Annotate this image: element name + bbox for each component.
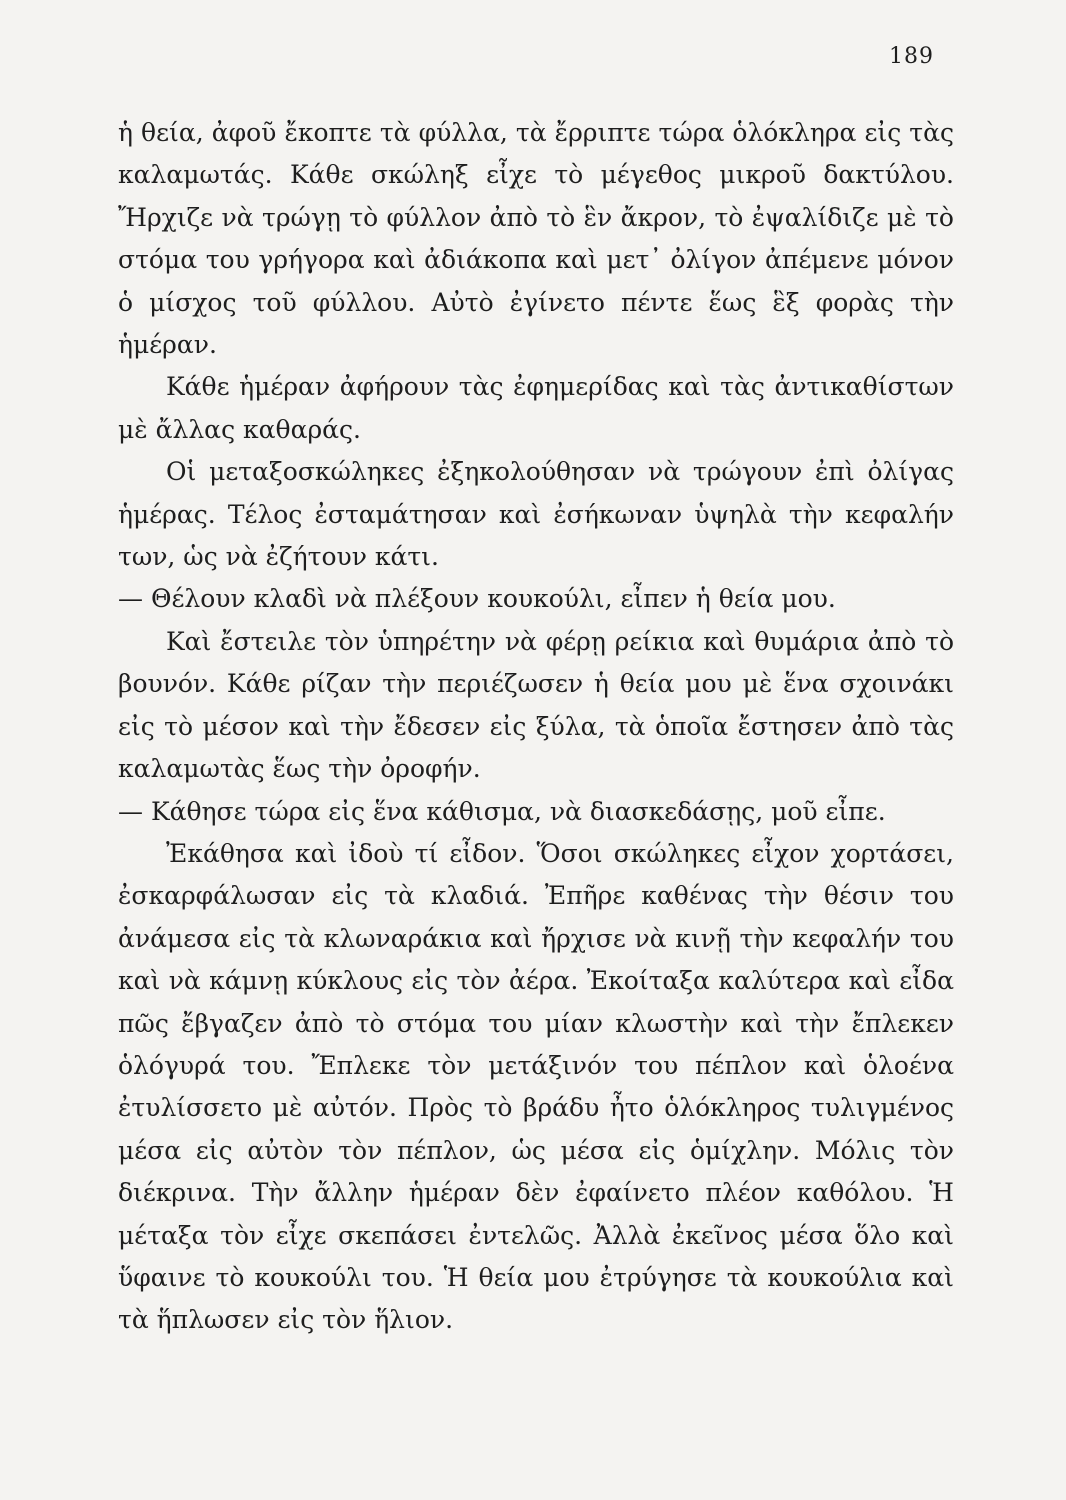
paragraph-3: Οἱ μεταξοσκώληκες ἐξηκολούθησαν νὰ τρώγουν ἐπὶ ὀλίγας ἡμέρας. Τέλος ἐσταμάτησαν καὶ ἐσήκωναν ὑψηλὰ τὴν κεφαλήν των, ὡς νὰ ἐζήτουν κάτι. [118,457,954,572]
paragraph-6-dialogue: — Κάθησε τώρα εἰς ἕνα κάθισμα, νὰ διασκεδάσῃς, μοῦ εἶπε. [118,796,886,826]
paragraph-1: ἡ θεία, ἀφοῦ ἔκοπτε τὰ φύλλα, τὰ ἔρριπτε τώρα ὁλόκληρα εἰς τὰς καλαμωτάς. Κάθε σκώληξ εἶχε τὸ μέγεθος μικροῦ δακτύλου. Ἤρχιζε νὰ τρώγῃ τὸ φύλλον ἀπὸ τὸ ἓν ἄκρον, τὸ ἐψαλίδιζε μὲ τὸ στόμα του γρήγορα καὶ ἀδιάκοπα καὶ μετ᾽ ὀλίγον ἀπέμενε μόνον ὁ μίσχος τοῦ φύλλου. Αὐτὸ ἐγίνετο πέντε ἕως ἓξ φορὰς τὴν ἡμέραν. [118,118,954,360]
paragraph-5: Καὶ ἔστειλε τὸν ὑπηρέτην νὰ φέρῃ ρείκια καὶ θυμάρια ἀπὸ τὸ βουνόν. Κάθε ρίζαν τὴν περιέζωσεν ἡ θεία μου μὲ ἕνα σχοινάκι εἰς τὸ μέσον καὶ τὴν ἔδεσεν εἰς ξύλα, τὰ ὁποῖα ἔστησεν ἀπὸ τὰς καλαμωτὰς ἕως τὴν ὀροφήν. [118,626,954,784]
page-number: 189 [889,44,934,69]
paragraph-7: Ἐκάθησα καὶ ἰδοὺ τί εἶδον. Ὅσοι σκώληκες εἶχον χορτάσει, ἐσκαρφάλωσαν εἰς τὰ κλαδιά. Ἐπῆρε καθένας τὴν θέσιν του ἀνάμεσα εἰς τὰ κλωναράκια καὶ ἤρχισε νὰ κινῇ τὴν κεφαλήν του καὶ νὰ κάμνῃ κύκλους εἰς τὸν ἀέρα. Ἐκοίταξα καλύτερα καὶ εἶδα πῶς ἔβγαζεν ἀπὸ τὸ στόμα του μίαν κλωστὴν καὶ τὴν ἔπλεκεν ὁλόγυρά του. Ἔπλεκε τὸν μετάξινόν του πέπλον καὶ ὁλοένα ἐτυλίσσετο μὲ αὐτόν. Πρὸς τὸ βράδυ ἦτο ὁλόκληρος τυλιγμένος μέσα εἰς αὐτὸν τὸν πέπλον, ὡς μέσα εἰς ὁμίχλην. Μόλις τὸν διέκρινα. Τὴν ἄλλην ἡμέραν δὲν ἐφαίνετο πλέον καθόλου. Ἡ μέταξα τὸν εἶχε σκεπάσει ἐντελῶς. Ἀλλὰ ἐκεῖνος μέσα ὅλο καὶ ὕφαινε τὸ κουκούλι του. Ἡ θεία μου ἐτρύγησε τὰ κουκούλια καὶ τὰ ἥπλωσεν εἰς τὸν ἥλιον. [118,838,954,1335]
paragraph-4-dialogue: — Θέλουν κλαδὶ νὰ πλέξουν κουκούλι, εἶπεν ἡ θεία μου. [118,584,836,614]
paragraph-2: Κάθε ἡμέραν ἀφήρουν τὰς ἐφημερίδας καὶ τὰς ἀντικαθίστων μὲ ἄλλας καθαράς. [118,372,954,444]
body-text [118,112,954,1342]
